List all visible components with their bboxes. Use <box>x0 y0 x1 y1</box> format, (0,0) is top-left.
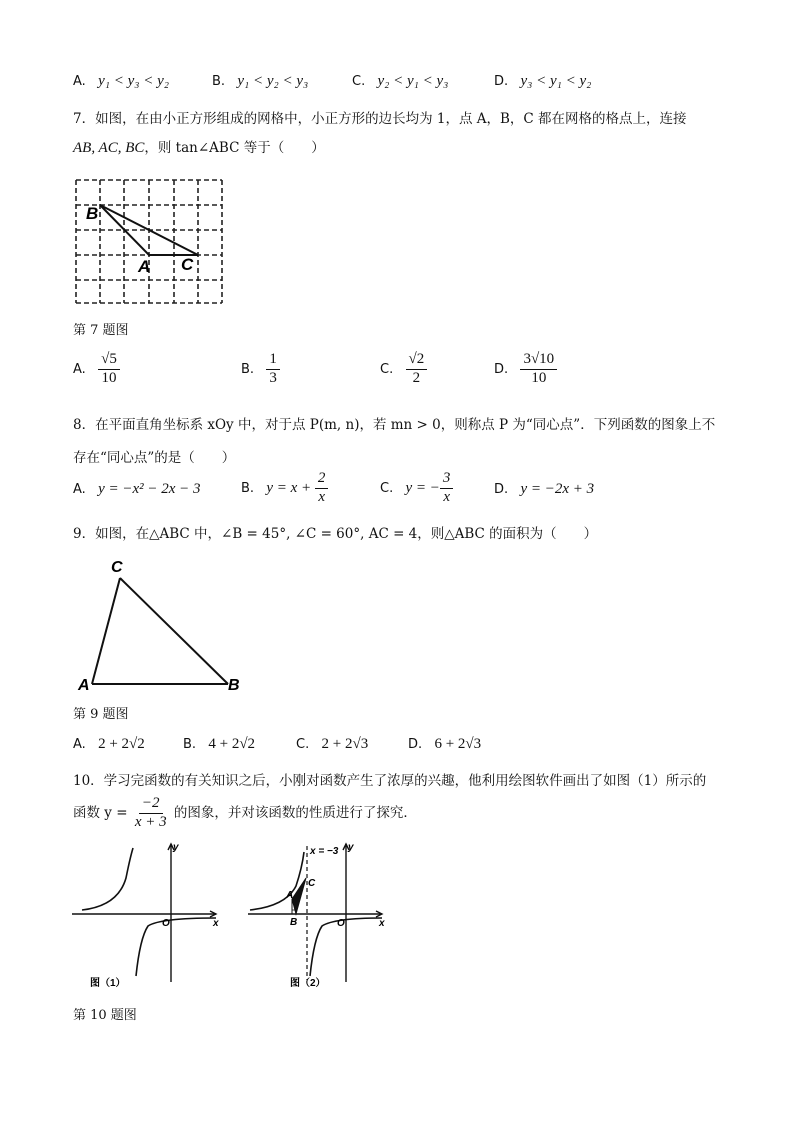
q7-label-c: C <box>181 255 194 274</box>
q10-fig1-curve <box>82 848 216 976</box>
q7-figure-caption: 第 7 题图 <box>73 323 129 338</box>
q9-figure-caption: 第 9 题图 <box>73 707 129 722</box>
q7-option-d: D. $\frac{3√10}{10}$ <box>494 352 557 387</box>
q8-option-c: C. y = − $\frac{3}{x}$ <box>380 471 453 506</box>
q7-label-a: A <box>138 257 151 276</box>
q9-triangle-figure <box>76 556 244 696</box>
q9-stem-line1: 9．如图，在△ABC 中，∠B = 45°, ∠C = 60°, AC = 4，则△ABC 的面积为（ ） <box>73 526 598 542</box>
q10-figure-caption: 第 10 题图 <box>73 1008 137 1023</box>
q7-label-b: B <box>86 204 99 223</box>
q10-fig2-label-a: A <box>286 890 294 901</box>
q9-label-c: C <box>111 559 123 576</box>
q8-option-b: B. y = x + $\frac{2}{x}$ <box>241 471 328 506</box>
q10-fig1-origin-label: O <box>162 918 170 929</box>
q10-fig1-axes <box>72 844 216 982</box>
q9-triangle <box>92 578 228 684</box>
q9-option-a: A. 2 + 2√2 <box>73 736 145 752</box>
q10-fig1-x-label: x <box>213 918 219 929</box>
q10-fig1-caption: 图（1） <box>90 978 126 989</box>
q8-stem-line2: 存在“同心点”的是（ ） <box>73 450 236 466</box>
q9-label-a: A <box>78 677 90 694</box>
q7-stem-line1: 7．如图，在由小正方形组成的网格中，小正方形的边长均为 1，点 A，B，C 都在网格的格点上，连接 <box>73 111 687 127</box>
q10-fig2-label-c: C <box>308 878 316 889</box>
q9-option-c: C. 2 + 2√3 <box>296 736 369 752</box>
q6-option-d: D. y₃ < y₁ < y₂ <box>494 73 592 89</box>
q10-fig1-y-label: y <box>173 842 179 853</box>
q10-fig2-x-label: x <box>379 918 385 929</box>
q10-fig2-shaded-triangle <box>292 878 306 914</box>
q8-option-a: A. y = −x² − 2x − 3 <box>73 481 201 497</box>
q7-grid-lines <box>76 180 222 303</box>
q6-option-b: B. y₁ < y₂ < y₃ <box>212 73 309 89</box>
q7-option-a: A. $\frac{√5}{10}$ <box>73 352 120 387</box>
q10-fig2-axes <box>248 844 382 982</box>
q6-option-c: C. y₂ < y₁ < y₃ <box>352 73 449 89</box>
q7-option-b: B. $\frac{1}{3}$ <box>241 352 280 387</box>
q10-fig2-asymptote-label: x = −3 <box>310 846 339 857</box>
q10-figure-1 <box>70 838 220 988</box>
q10-fig2-caption: 图（2） <box>290 978 326 989</box>
q7-option-c: C. $\frac{√2}{2}$ <box>380 352 427 387</box>
q7-stem-line2: AB, AC, BC，则 tan∠ABC 等于（ ） <box>73 140 325 156</box>
q6-option-a: A. y₁ < y₃ < y₂ <box>73 73 169 89</box>
q10-stem-line1: 10．学习完函数的有关知识之后，小刚对函数产生了浓厚的兴趣，他利用绘图软件画出了如图（1）所示的 <box>73 773 707 789</box>
q9-option-d: D. 6 + 2√3 <box>408 736 482 752</box>
q10-fig2-y-label: y <box>348 842 354 853</box>
q8-stem-line1: 8．在平面直角坐标系 xOy 中，对于点 P(m, n)，若 mn > 0，则称点 P 为“同心点”．下列函数的图象上不 <box>73 417 716 433</box>
q10-stem-line2: 函数 y = $\frac{-2}{x + 3}$ 的图象，并对该函数的性质进行了探究． <box>73 795 417 830</box>
q7-grid-figure <box>74 178 226 306</box>
q9-option-b: B. 4 + 2√2 <box>183 736 256 752</box>
q10-fig2-origin-label: O <box>337 918 345 929</box>
q8-option-d: D. y = −2x + 3 <box>494 481 595 497</box>
q9-label-b: B <box>228 677 240 694</box>
q10-figure-2 <box>246 838 386 988</box>
q10-fig2-label-b: B <box>290 917 298 928</box>
